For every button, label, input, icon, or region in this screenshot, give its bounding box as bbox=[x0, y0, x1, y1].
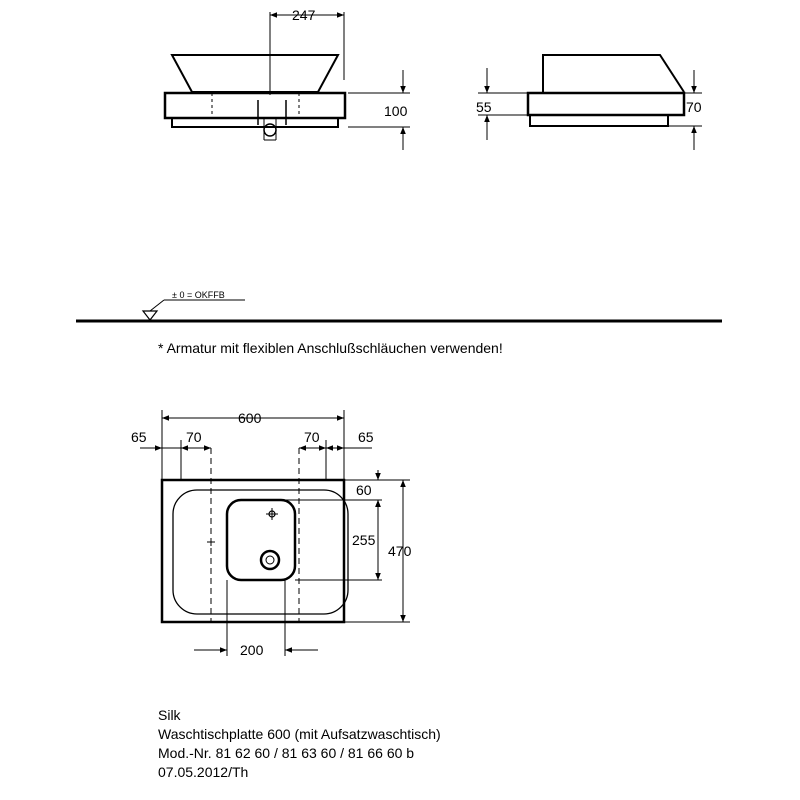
installation-note: * Armatur mit flexiblen Anschlußschläuchen verwenden! bbox=[158, 340, 503, 356]
dim-70-side-label: 70 bbox=[686, 99, 702, 115]
plan-inner-outline bbox=[173, 490, 348, 614]
level-symbol bbox=[143, 311, 157, 320]
bowl-side-outline bbox=[543, 55, 684, 92]
plan-outer-slab bbox=[162, 480, 344, 622]
slab-underside bbox=[172, 118, 338, 127]
model-numbers: Mod.-Nr. 81 62 60 / 81 63 60 / 81 66 60 b bbox=[158, 745, 415, 761]
product-info bbox=[158, 706, 441, 782]
side-slab-underside bbox=[530, 115, 668, 126]
side-elevation bbox=[478, 55, 702, 150]
dim-65-left-label: 65 bbox=[131, 429, 147, 445]
dim-247-label: 247 bbox=[292, 7, 316, 23]
dim-100-label: 100 bbox=[384, 103, 408, 119]
bowl-outline bbox=[172, 55, 338, 92]
dim-470-label: 470 bbox=[388, 543, 412, 559]
product-description: Waschtischplatte 600 (mit Aufsatzwaschtisch) bbox=[158, 726, 441, 742]
side-slab bbox=[528, 93, 684, 115]
countertop-slab bbox=[165, 93, 345, 118]
floor-level-label: ± 0 = OKFFB bbox=[172, 290, 225, 300]
dim-60-label: 60 bbox=[356, 482, 372, 498]
drawing-date: 07.05.2012/Th bbox=[158, 764, 249, 780]
dim-55-label: 55 bbox=[476, 99, 492, 115]
dim-70-right-label: 70 bbox=[304, 429, 320, 445]
plan-basin bbox=[227, 500, 295, 580]
floor-reference bbox=[76, 300, 722, 321]
dim-65-right-label: 65 bbox=[358, 429, 374, 445]
dim-600-label: 600 bbox=[238, 410, 262, 426]
drain-circle bbox=[264, 124, 276, 136]
product-series: Silk bbox=[158, 707, 181, 723]
dim-70-left-label: 70 bbox=[186, 429, 202, 445]
dim-200-label: 200 bbox=[240, 642, 264, 658]
front-elevation bbox=[165, 12, 410, 150]
drain-hole bbox=[261, 551, 279, 569]
dim-255-label: 255 bbox=[352, 532, 376, 548]
